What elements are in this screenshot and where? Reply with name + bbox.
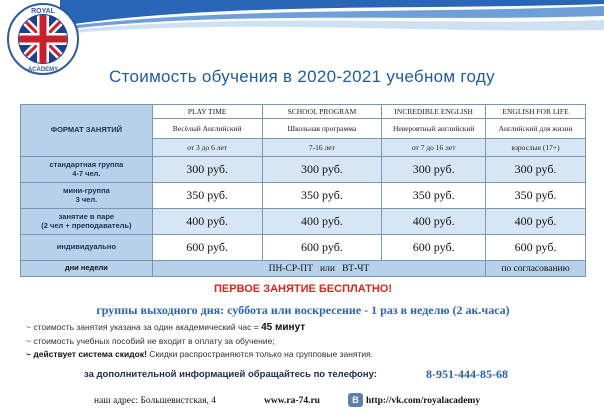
table-row — [21, 261, 586, 277]
days-schedule: ПН-СР-ПТ или ВТ-ЧТ — [152, 261, 485, 277]
price-cell: 400 руб. — [152, 209, 262, 235]
row-label: мини-группа 3 чел. — [21, 183, 153, 209]
weekend-groups: группы выходного дня: суббота или воскресение - 1 раз в неделю (2 ак.часа) — [96, 303, 510, 317]
table-row — [21, 235, 586, 261]
row-label: индивидуально — [21, 235, 153, 261]
program-age: 7-16 лет — [262, 139, 382, 157]
price-cell: 300 руб. — [382, 157, 486, 183]
program-name: PLAY TIME — [152, 105, 262, 119]
price-cell: 600 руб. — [486, 235, 586, 261]
price-table — [20, 104, 586, 277]
program-age: от 3 до 6 лет — [152, 139, 262, 157]
page-title: Стоимость обучения в 2020-2021 учебном году — [109, 67, 495, 86]
royal-academy-logo — [6, 2, 80, 76]
program-subtitle: Английский для жизни — [486, 119, 586, 139]
price-cell: 300 руб. — [262, 157, 382, 183]
price-cell: 600 руб. — [152, 235, 262, 261]
website-link[interactable]: www.ra-74.ru — [264, 396, 320, 406]
logo-top-text: ROYAL — [31, 8, 55, 15]
price-cell: 600 руб. — [382, 235, 486, 261]
price-cell: 350 руб. — [152, 183, 262, 209]
program-age: взрослые (17+) — [486, 139, 586, 157]
address: наш адрес: Большевистская, 4 — [94, 396, 216, 406]
table-row — [21, 183, 586, 209]
price-cell: 350 руб. — [382, 183, 486, 209]
program-subtitle: Весёлый Английский — [152, 119, 262, 139]
price-cell: 300 руб. — [152, 157, 262, 183]
program-age: от 7 до 16 лет — [382, 139, 486, 157]
program-name: ENGLISH FOR LIFE — [486, 105, 586, 119]
note-materials: ~ стоимость учебных пособий не входит в оплату за обучение; — [26, 336, 275, 346]
contact-info: за дополнительной информацией обращайтесь по телефону: — [84, 369, 377, 380]
program-name: SCHOOL PROGRAM — [262, 105, 382, 119]
logo-bottom-text: ACADEMY — [27, 67, 59, 73]
phone-number[interactable]: 8-951-444-85-68 — [426, 367, 508, 381]
free-lesson-banner: ПЕРВОЕ ЗАНЯТИЕ БЕСПЛАТНО! — [214, 283, 392, 295]
price-cell: 350 руб. — [262, 183, 382, 209]
days-label: дни недели — [21, 261, 153, 277]
format-header: ФОРМАТ ЗАНЯТИЙ — [21, 105, 153, 157]
price-cell: 400 руб. — [486, 209, 586, 235]
price-cell: 400 руб. — [382, 209, 486, 235]
vk-link[interactable]: http://vk.com/royalacademy — [366, 396, 481, 406]
row-label: стандартная группа 4-7 чел. — [21, 157, 153, 183]
row-label: занятие в паре (2 чел + преподаватель) — [21, 209, 153, 235]
program-subtitle: Школьная программа — [262, 119, 382, 139]
note-discounts: ~ действует система скидок! Скидки распространяются только на групповые занятия. — [26, 349, 374, 359]
vk-icon: B — [348, 393, 363, 407]
note-academic-hour: ~ стоимость занятия указана за один академический час = 45 минут — [26, 322, 306, 333]
program-subtitle: Невероятный английский — [382, 119, 486, 139]
price-cell: 300 руб. — [486, 157, 586, 183]
price-cell: 350 руб. — [486, 183, 586, 209]
table-row — [21, 209, 586, 235]
price-cell: 600 руб. — [262, 235, 382, 261]
program-name: INCREDIBLE ENGLISH — [382, 105, 486, 119]
days-adult: по согласованию — [486, 261, 586, 277]
price-cell: 400 руб. — [262, 209, 382, 235]
table-row — [21, 157, 586, 183]
